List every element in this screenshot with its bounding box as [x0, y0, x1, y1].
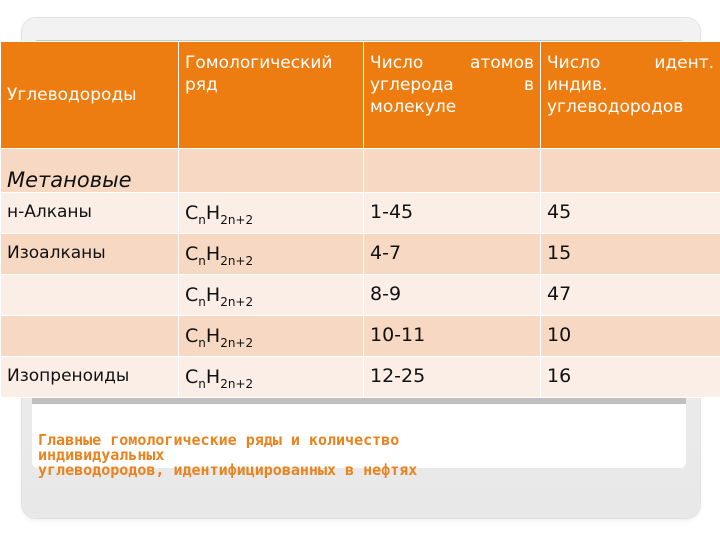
- cell-formula: [179, 275, 364, 316]
- group-cell-empty: [364, 149, 541, 193]
- cell-carbon-range: 4-7: [364, 234, 541, 275]
- cell-formula: [179, 316, 364, 357]
- formula-n: n: [198, 377, 206, 391]
- cell-hydrocarbon-class: [1, 275, 179, 316]
- header-identified-count-text: Число идент. индив. углеводородов: [547, 53, 714, 117]
- formula-hydrogen: H: [205, 366, 221, 388]
- group-label: Метановые: [1, 149, 179, 193]
- header-carbon-atoms: [364, 42, 541, 149]
- cell-identified-count: 45: [541, 193, 720, 234]
- table-row: [1, 193, 720, 234]
- formula-n: n: [198, 213, 206, 227]
- header-hydrocarbons: Углеводороды: [1, 42, 179, 149]
- cell-hydrocarbon-class: Изопреноиды: [1, 357, 179, 398]
- caption-line-2: индивидуальных: [38, 446, 165, 464]
- table-row: [1, 316, 720, 357]
- cell-carbon-range: 8-9: [364, 275, 541, 316]
- formula: [185, 202, 254, 227]
- formula-carbon: C: [185, 202, 199, 224]
- formula: [185, 243, 254, 268]
- formula-carbon: C: [185, 366, 199, 388]
- cell-hydrocarbon-class: н-Алканы: [1, 193, 179, 234]
- header-carbon-atoms-text: Число атомов углерода в молекуле: [370, 53, 534, 117]
- cell-hydrocarbon-class: [1, 316, 179, 357]
- formula: [185, 325, 254, 350]
- table-header-row: [1, 42, 720, 149]
- cell-identified-count: 15: [541, 234, 720, 275]
- cell-identified-count: 16: [541, 357, 720, 398]
- group-cell-empty: [179, 149, 364, 193]
- formula-n: n: [198, 336, 206, 350]
- formula-subscript: 2n+2: [220, 295, 254, 309]
- formula-n: n: [198, 254, 206, 268]
- formula-hydrogen: H: [205, 243, 221, 265]
- table-row: [1, 234, 720, 275]
- formula-subscript: 2n+2: [220, 254, 254, 268]
- table-caption: [38, 433, 578, 478]
- formula-carbon: C: [185, 325, 199, 347]
- formula-subscript: 2n+2: [220, 377, 254, 391]
- cell-formula: [179, 234, 364, 275]
- caption-line-3: углеводородов, идентифицированных в нефтях: [38, 461, 418, 479]
- hydrocarbon-table: [0, 41, 720, 398]
- cell-formula: [179, 193, 364, 234]
- formula-carbon: C: [185, 284, 199, 306]
- caption-line-1: Главные гомологические ряды и количество: [38, 431, 400, 449]
- cell-identified-count: 47: [541, 275, 720, 316]
- header-homologous-series: [179, 42, 364, 149]
- table-row: [1, 357, 720, 398]
- table-row: [1, 275, 720, 316]
- group-cell-empty: [541, 149, 720, 193]
- formula-subscript: 2n+2: [220, 213, 254, 227]
- formula-carbon: C: [185, 243, 199, 265]
- cell-identified-count: 10: [541, 316, 720, 357]
- cell-formula: [179, 357, 364, 398]
- formula-hydrogen: H: [205, 284, 221, 306]
- header-identified-count: [541, 42, 720, 149]
- group-row: [1, 149, 720, 193]
- cell-carbon-range: 12-25: [364, 357, 541, 398]
- formula-subscript: 2n+2: [220, 336, 254, 350]
- cell-carbon-range: 10-11: [364, 316, 541, 357]
- cell-hydrocarbon-class: Изоалканы: [1, 234, 179, 275]
- formula-n: n: [198, 295, 206, 309]
- formula: [185, 366, 254, 391]
- formula-hydrogen: H: [205, 202, 221, 224]
- formula: [185, 284, 254, 309]
- formula-hydrogen: H: [205, 325, 221, 347]
- cell-carbon-range: 1-45: [364, 193, 541, 234]
- header-homologous-series-text: Гомологический ряд: [185, 53, 333, 95]
